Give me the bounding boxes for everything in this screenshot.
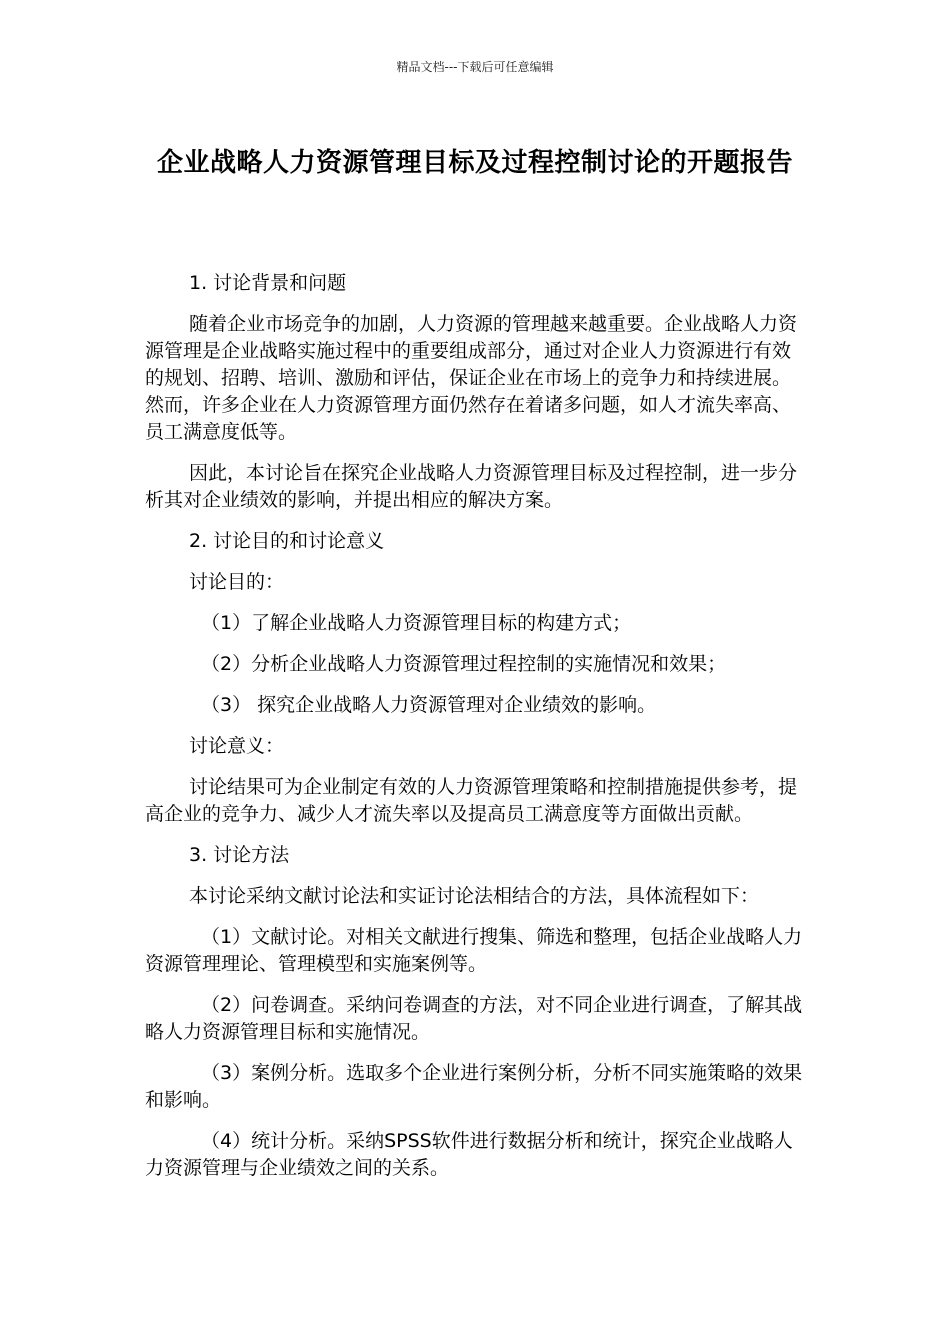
page-header: 精品文档---下载后可任意编辑	[396, 60, 554, 74]
section-2-heading: 2. 讨论目的和讨论意义	[189, 530, 385, 552]
document-title: 企业战略人力资源管理目标及过程控制讨论的开题报告	[156, 148, 793, 178]
purpose-item-3: （3） 探究企业战略人力资源管理对企业绩效的影响。	[201, 694, 657, 716]
method-item-2: （2）问卷调查。采纳问卷调查的方法，对不同企业进行调查，了解其战略人力资源管理目标和实施情况。	[145, 994, 803, 1043]
section-1-paragraph-2: 因此，本讨论旨在探究企业战略人力资源管理目标及过程控制，进一步分析其对企业绩效的影响，并提出相应的解决方案。	[145, 462, 798, 511]
purpose-label: 讨论目的：	[189, 571, 285, 593]
meaning-label: 讨论意义：	[189, 735, 285, 757]
document-body	[145, 270, 805, 1182]
meaning-paragraph: 讨论结果可为企业制定有效的人力资源管理策略和控制措施提供参考，提高企业的竞争力、减少人才流失率以及提高员工满意度等方面做出贡献。	[145, 776, 798, 825]
method-intro: 本讨论采纳文献讨论法和实证讨论法相结合的方法，具体流程如下：	[189, 885, 760, 907]
method-item-1: （1）文献讨论。对相关文献进行搜集、筛选和整理，包括企业战略人力资源管理理论、管理模型和实施案例等。	[145, 926, 803, 975]
section-3-heading: 3. 讨论方法	[189, 844, 290, 866]
purpose-item-1: （1）了解企业战略人力资源管理目标的构建方式；	[201, 612, 632, 634]
method-item-3: （3）案例分析。选取多个企业进行案例分析，分析不同实施策略的效果和影响。	[145, 1062, 803, 1111]
method-item-4: （4）统计分析。采纳SPSS软件进行数据分析和统计，探究企业战略人力资源管理与企业绩效之间的关系。	[145, 1130, 793, 1179]
section-1-heading: 1. 讨论背景和问题	[189, 272, 347, 294]
purpose-item-2: （2）分析企业战略人力资源管理过程控制的实施情况和效果；	[201, 653, 727, 675]
section-1-paragraph-1: 随着企业市场竞争的加剧，人力资源的管理越来越重要。企业战略人力资源管理是企业战略实施过程中的重要组成部分，通过对企业人力资源进行有效的规划、招聘、培训、激励和评估，保证企业在市场上的竞争力和持续进展。然而，许多企业在人力资源管理方面仍然存在着诸多问题，如人才流失率高、员工满意度低等。	[145, 313, 798, 443]
